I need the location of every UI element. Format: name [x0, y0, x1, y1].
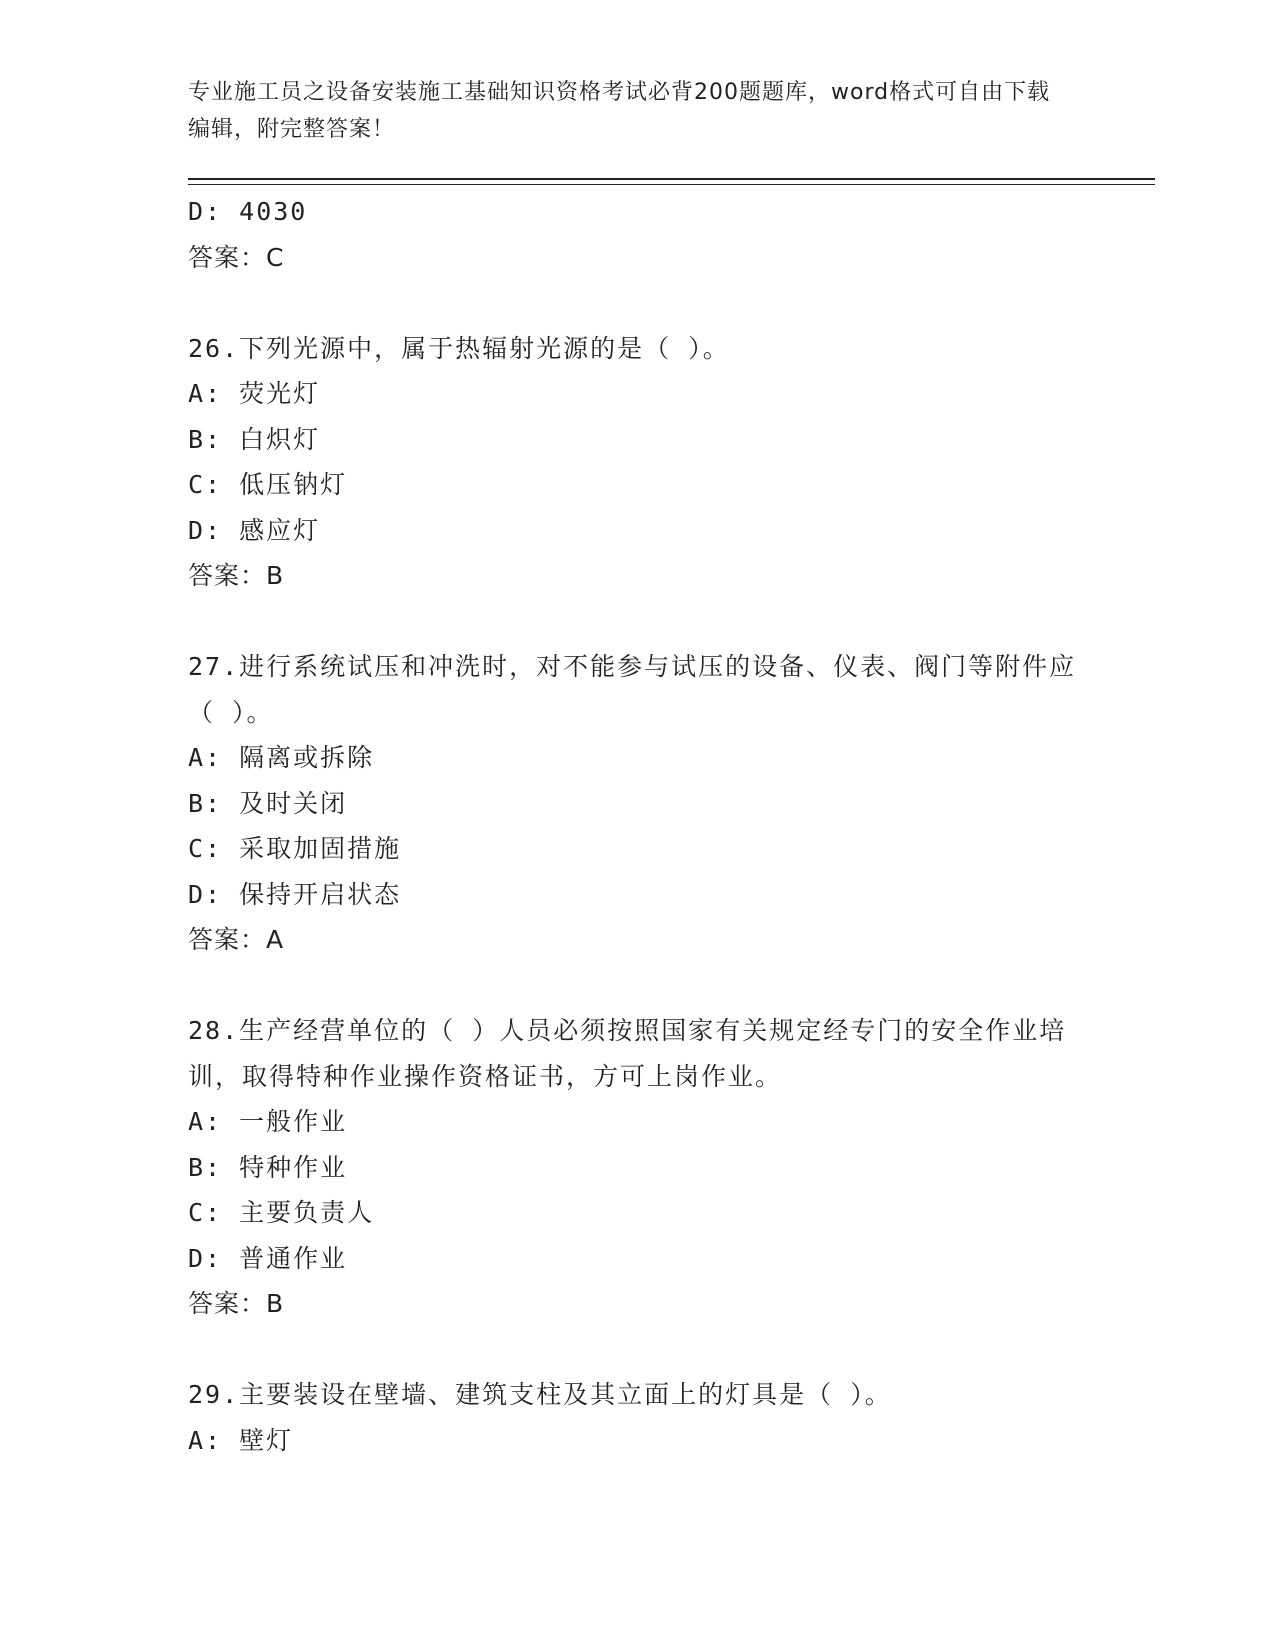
spacer [188, 280, 1128, 326]
question-29 [188, 1372, 1128, 1463]
answer-line: 答案：C [188, 242, 285, 272]
question-list [188, 189, 1128, 1463]
question-26 [188, 326, 1128, 599]
option-d: D: 感应灯 [188, 515, 321, 545]
option-c: C: 主要负责人 [188, 1198, 375, 1227]
question-28 [188, 1008, 1128, 1327]
question-text: 29.主要装设在壁墙、建筑支柱及其立面上的灯具是（ ）。 [188, 1380, 892, 1409]
header-divider-thick [188, 178, 1155, 180]
spacer [188, 1327, 1128, 1373]
spacer [188, 599, 1128, 645]
question-27 [188, 644, 1128, 963]
question-text: 27.进行系统试压和冲洗时，对不能参与试压的设备、仪表、阀门等附件应（ ）。 [188, 652, 1077, 727]
option-c: C: 低压钠灯 [188, 470, 348, 499]
option-b: B: 特种作业 [188, 1152, 348, 1182]
option-a: A: 壁灯 [188, 1425, 294, 1455]
option-b: B: 白炽灯 [188, 424, 321, 454]
option-d: D: 普通作业 [188, 1243, 348, 1273]
question-text: 28.生产经营单位的（ ）人员必须按照国家有关规定经专门的安全作业培训，取得特种作业操作资格证书，方可上岗作业。 [188, 1016, 1067, 1091]
option-d: D: 4030 [188, 197, 308, 226]
option-a: A: 隔离或拆除 [188, 743, 375, 772]
option-a: A: 荧光灯 [188, 379, 321, 408]
answer-line: 答案：B [188, 561, 285, 590]
option-a: A: 一般作业 [188, 1107, 348, 1136]
question-text: 26.下列光源中，属于热辐射光源的是（ ）。 [188, 333, 730, 363]
document-header: 专业施工员之设备安装施工基础知识资格考试必背200题题库，word格式可自由下载编辑，附完整答案！ [188, 80, 1051, 142]
answer-line: 答案：A [188, 925, 285, 954]
option-b: B: 及时关闭 [188, 788, 348, 818]
spacer [188, 963, 1128, 1009]
header-divider-thin [188, 184, 1155, 185]
option-d: D: 保持开启状态 [188, 879, 402, 909]
answer-line: 答案：B [188, 1289, 285, 1318]
option-c: C: 采取加固措施 [188, 834, 402, 863]
